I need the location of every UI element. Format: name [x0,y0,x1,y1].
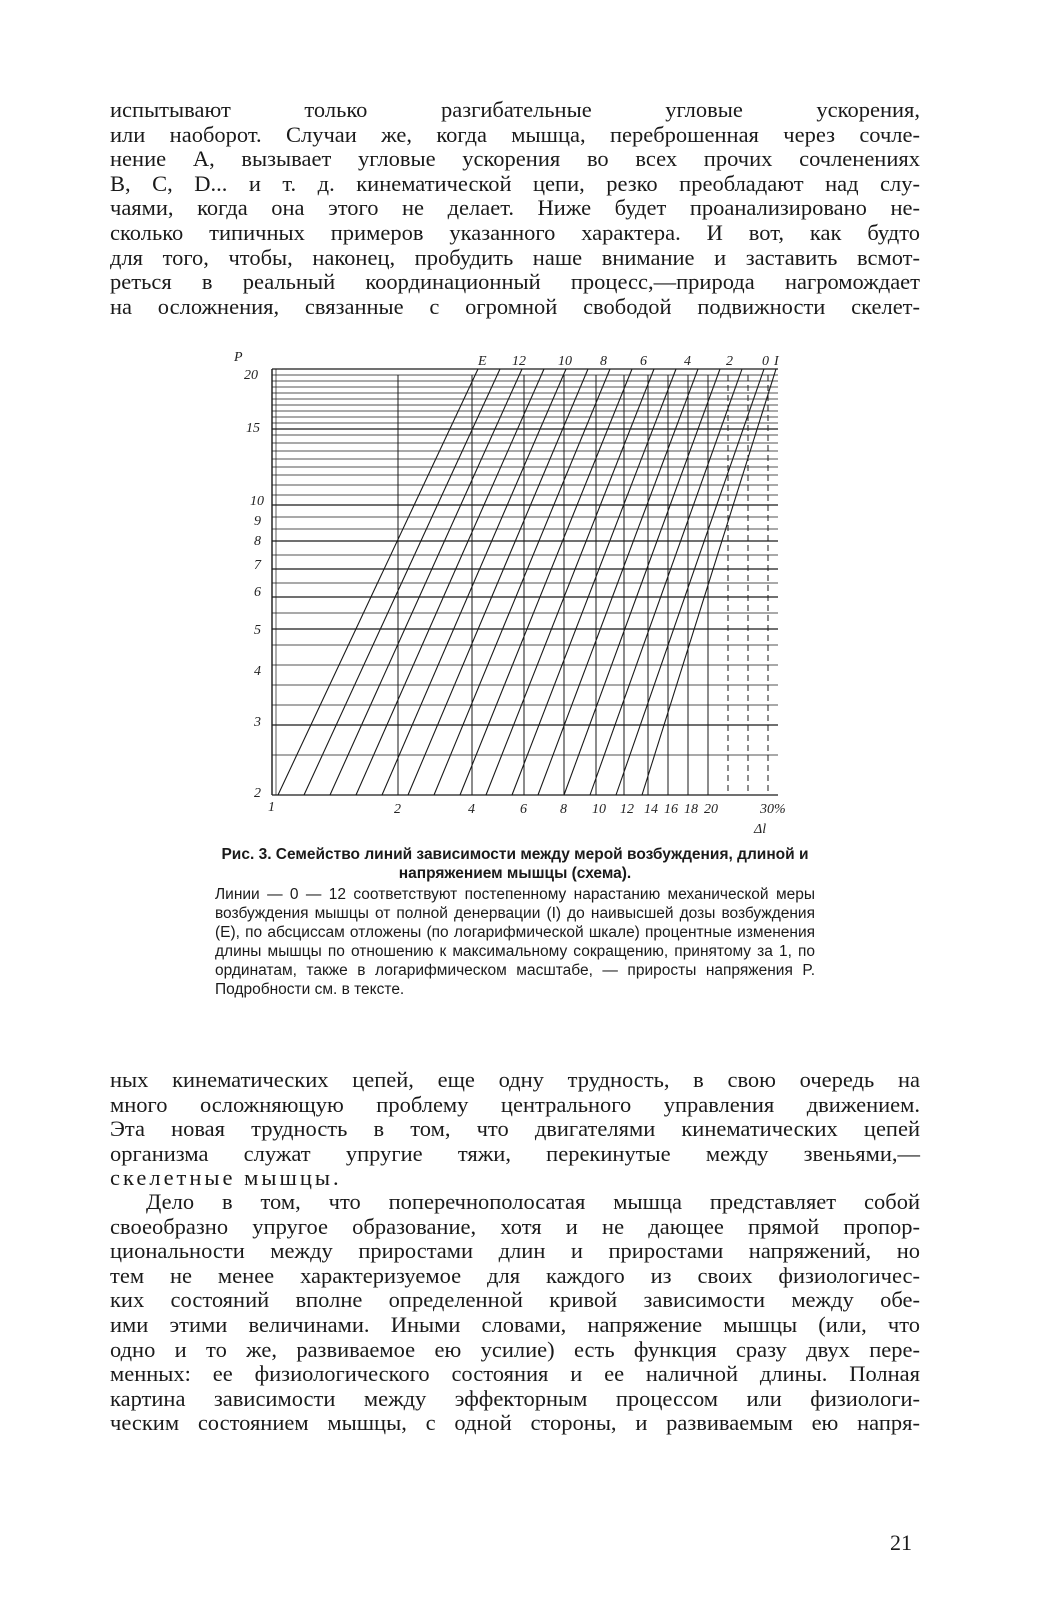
diagonal-lines [278,369,776,795]
page-number: 21 [890,1530,912,1555]
grid-line [304,369,500,795]
text-line: нение A, вызывает угловые ускорения во всех прочих сочленениях [110,146,920,172]
y-tick-label: 9 [254,514,261,529]
caption-body: Линии — 0 — 12 соответствуют постепенному нарастанию механической меры возбуждения мышцы от полной денервации (I) до наивысшей дозы возбуждения (E), по абсциссам отложены (по логарифмической шкале) процентные изменения длины мышцы по отношению к максимальному сокращению, принятому за 1, по ординатам, также в логарифмическом масштабе, — приросты напряжения P. Подробности см. в тексте. [215,886,815,998]
x-tick-label: 1 [268,800,275,815]
y-tick-label: 20 [244,368,258,383]
line-label: 6 [640,354,647,369]
x-tick-label: 12 [620,802,634,817]
y-tick-label: 5 [254,623,261,638]
x-tick-label: 18 [684,802,698,817]
line-label: 4 [684,354,691,369]
text-line: сколько типичных примеров указанного характера. И вот, как будто [110,219,920,245]
paragraph-bottom [110,1190,920,1436]
line-label: I [774,354,779,369]
text-line: B, C, D... и т. д. кинематической цепи, резко преобладают над слу- [110,170,920,196]
text-line: ных кинематических цепей, еще одну трудность, в свою очередь на [110,1067,920,1092]
grid-line [486,369,654,795]
text-line: Дело в том, что поперечнополосатая мышца представляет собой [146,1189,920,1214]
y-tick-label: 10 [250,494,264,509]
line-label: 0 [762,354,769,369]
x-tick-label: 10 [592,802,606,817]
x-tick-label: 20 [704,802,718,817]
grid-line [382,369,566,795]
y-tick-label: 8 [254,534,261,549]
x-tick-label: 16 [664,802,678,817]
text-line: много осложняющую проблему центрального управления движением. [110,1091,920,1117]
horizontal-grid [272,369,778,795]
x-tick-label: 30% [760,802,786,817]
grid-line [616,369,764,795]
text-line: циональности между приростами длин и приростами напряжений, но [110,1238,920,1264]
text-line: испытывают только разгибательные угловые ускорения, [110,97,920,122]
text-line: одно и то же, развиваемое ею усилие) есть функция сразу двух пере- [110,1336,920,1362]
text-line: для того, чтобы, наконец, пробудить наше внимание и заставить всмот- [110,244,920,270]
text-line: или наоборот. Случаи же, когда мышца, переброшенная через сочле- [110,121,920,147]
text-line: на осложнения, связанные с огромной свободой подвижности скелет- [110,293,920,319]
text-line: ими этими величинами. Иными словами, напряжение мышцы (или, что [110,1311,920,1337]
text-line: картина зависимости между эффекторным процессом или физиологи- [110,1385,920,1411]
y-tick-label: 15 [246,421,260,436]
paragraph-top [110,98,920,319]
y-tick-label: 3 [254,715,261,730]
grid-line [642,369,776,795]
grid-line [460,369,632,795]
y-tick-label: 4 [254,664,261,679]
text-line: Эта новая трудность в том, что двигателями кинематических цепей [110,1116,920,1142]
y-axis-title: P [234,350,243,365]
text-line: чаями, когда она этого не делает. Ниже будет проанализировано не- [110,195,920,221]
y-tick-label: 2 [254,786,261,801]
grid-line [278,369,478,795]
y-tick-label: 7 [254,558,261,573]
x-tick-label: 8 [560,802,567,817]
text-line: реться в реальный координационный процесс,—природа нагромождает [110,269,920,295]
grid-line [434,369,610,795]
line-label: E [478,354,487,369]
text-line: ческим состоянием мышцы, с одной стороны, и развиваемым ею напря- [110,1410,920,1436]
vertical-grid [272,369,768,795]
grid-line [330,369,522,795]
x-tick-label: 4 [468,802,475,817]
line-label: 8 [600,354,607,369]
grid-line [590,369,742,795]
x-tick-label: 14 [644,802,658,817]
figure-caption [215,845,815,999]
grid-line [408,369,588,795]
grid-line [564,369,720,795]
text-line: организма служат упругие тяжи, перекинутые между звеньями,— [110,1140,920,1166]
paragraph-middle [110,1068,920,1191]
line-label: 2 [726,354,733,369]
grid-line [356,369,544,795]
text-line: своеобразно упругое образование, хотя и не дающее прямой пропор- [110,1213,920,1239]
grid-line [538,369,698,795]
caption-title: Рис. 3. Семейство линий зависимости между мерой возбуждения, длиной и напряжением мышцы (схема). [221,846,809,882]
grid-line [512,369,676,795]
text-line: скелетные мышцы. [110,1165,342,1191]
text-line: тем не менее характеризуемое для каждого из своих физиологичес- [110,1262,920,1288]
text-line: ких состояний вполне определенной кривой зависимости между обе- [110,1287,920,1313]
figure-diagram [228,345,808,845]
y-tick-label: 6 [254,585,261,600]
x-tick-label: 2 [394,802,401,817]
line-label: 12 [512,354,526,369]
x-tick-label: 6 [520,802,527,817]
line-label: 10 [558,354,572,369]
x-axis-title: Δl [754,822,767,837]
text-line: менных: ее физиологического состояния и ее наличной длины. Полная [110,1361,920,1387]
